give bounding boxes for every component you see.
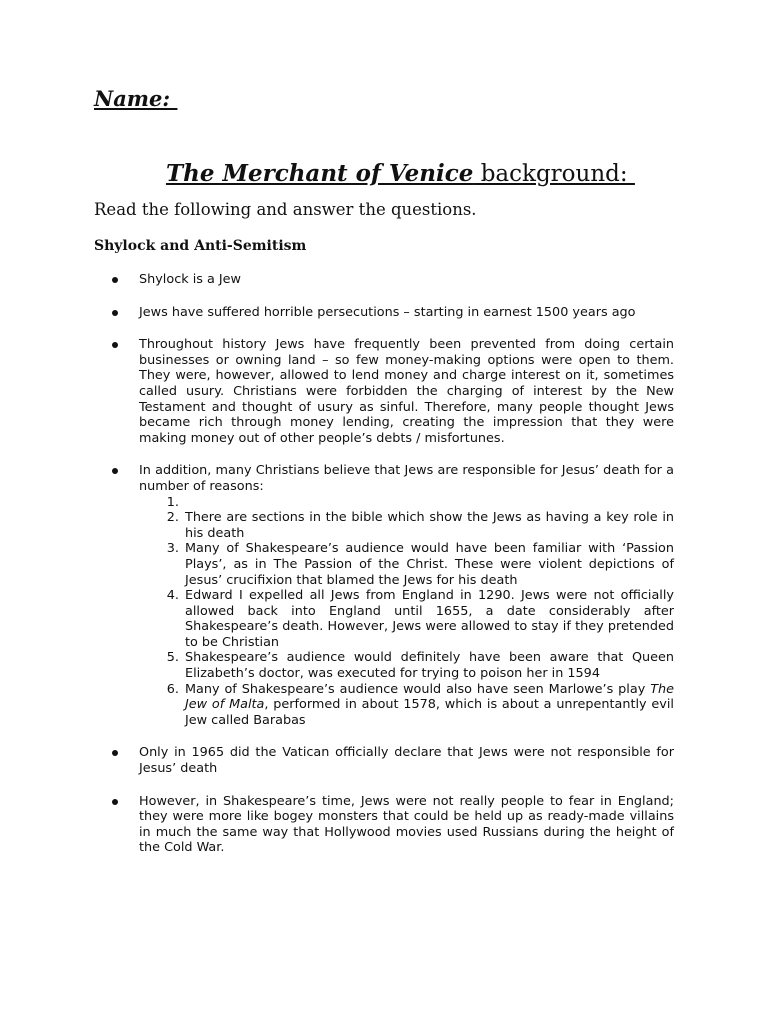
- bullet-text: However, in Shakespeare’s time, Jews were not really people to fear in England; they were more like bogey monsters that could be held up as ready-made villains in much the same way that Hollywood movies used Russians during the height of the Cold War.: [139, 793, 674, 856]
- bullet-icon: [112, 468, 118, 474]
- item-text-pre: Many of Shakespeare’s audience would also have seen Marlowe’s play: [185, 681, 651, 697]
- numbered-item: [166, 588, 674, 650]
- instructions-text: Read the following and answer the questions.: [94, 200, 477, 219]
- bullet-icon: [112, 310, 118, 316]
- play-title-italic: The Jew of Malta: [185, 681, 674, 713]
- list-item: [112, 305, 674, 321]
- item-number: 1.: [166, 494, 179, 510]
- reasons-list: [139, 495, 674, 729]
- numbered-item: [166, 510, 674, 541]
- bullet-text: Jews have suffered horrible persecutions – starting in earnest 1500 years ago: [139, 304, 636, 320]
- bullet-icon: [112, 750, 118, 756]
- numbered-item: [166, 494, 674, 511]
- bullet-list: [112, 272, 674, 856]
- numbered-item: [166, 650, 674, 682]
- item-text: Shakespeare’s audience would definitely have been aware that Queen Elizabeth’s doctor, was executed for trying to poison her in 1594: [185, 650, 674, 682]
- item-number: 5.: [166, 650, 179, 666]
- numbered-item: [166, 541, 674, 588]
- bullet-text: Shylock is a Jew: [139, 272, 242, 287]
- item-number: 2.: [166, 510, 179, 526]
- bullet-icon: [112, 799, 118, 805]
- bullet-text: In addition, many Christians believe that Jews are responsible for Jesus’ death for a number of reasons:: [139, 463, 674, 494]
- item-text: Many of Shakespeare’s audience would have been familiar with ‘Passion Plays’, as in The Passion of the Christ. These were violent depictions of Jesus’ crucifixion that blamed the Jews for his death: [185, 541, 674, 588]
- list-item: [112, 745, 674, 776]
- page-title: [166, 160, 635, 187]
- item-text: There are sections in the bible which show the Jews as having a key role in his death: [185, 510, 674, 541]
- item-number: 4.: [166, 588, 179, 604]
- play-title: The Merchant of Venice: [166, 160, 474, 187]
- name-label: Name:: [94, 86, 178, 111]
- list-item: [112, 337, 674, 446]
- numbered-item: [166, 681, 674, 729]
- item-text-post: , performed in about 1578, which is about a unrepentantly evil Jew called Barabas: [185, 697, 674, 728]
- list-item: [112, 794, 674, 856]
- bullet-icon: [112, 342, 118, 348]
- list-item: [112, 272, 674, 288]
- bullet-icon: [112, 277, 118, 283]
- item-number: 6.: [166, 681, 179, 697]
- list-item: [112, 463, 674, 728]
- bullet-text: Throughout history Jews have frequently been prevented from doing certain businesses or owning land – so few money-making options were open to them. They were, however, allowed to lend money and charge interest on it, sometimes called usury. Christians were forbidden the charging of interest by the New Testament and thought of usury as sinful. Therefore, many people thought Jews became rich through money lending, creating the impression that they were making money out of other people’s debts / misfortunes.: [139, 337, 674, 446]
- title-suffix: background:: [473, 161, 635, 187]
- item-text: Edward I expelled all Jews from England in 1290. Jews were not officially allowed back into England until 1655, a date considerably after Shakespeare’s death. However, Jews were allowed to stay if they pretended to be Christian: [185, 588, 674, 650]
- bullet-text: Only in 1965 did the Vatican officially declare that Jews were not responsible for Jesus’ death: [139, 745, 674, 777]
- item-number: 3.: [166, 541, 179, 557]
- section-heading: Shylock and Anti-Semitism: [94, 238, 307, 254]
